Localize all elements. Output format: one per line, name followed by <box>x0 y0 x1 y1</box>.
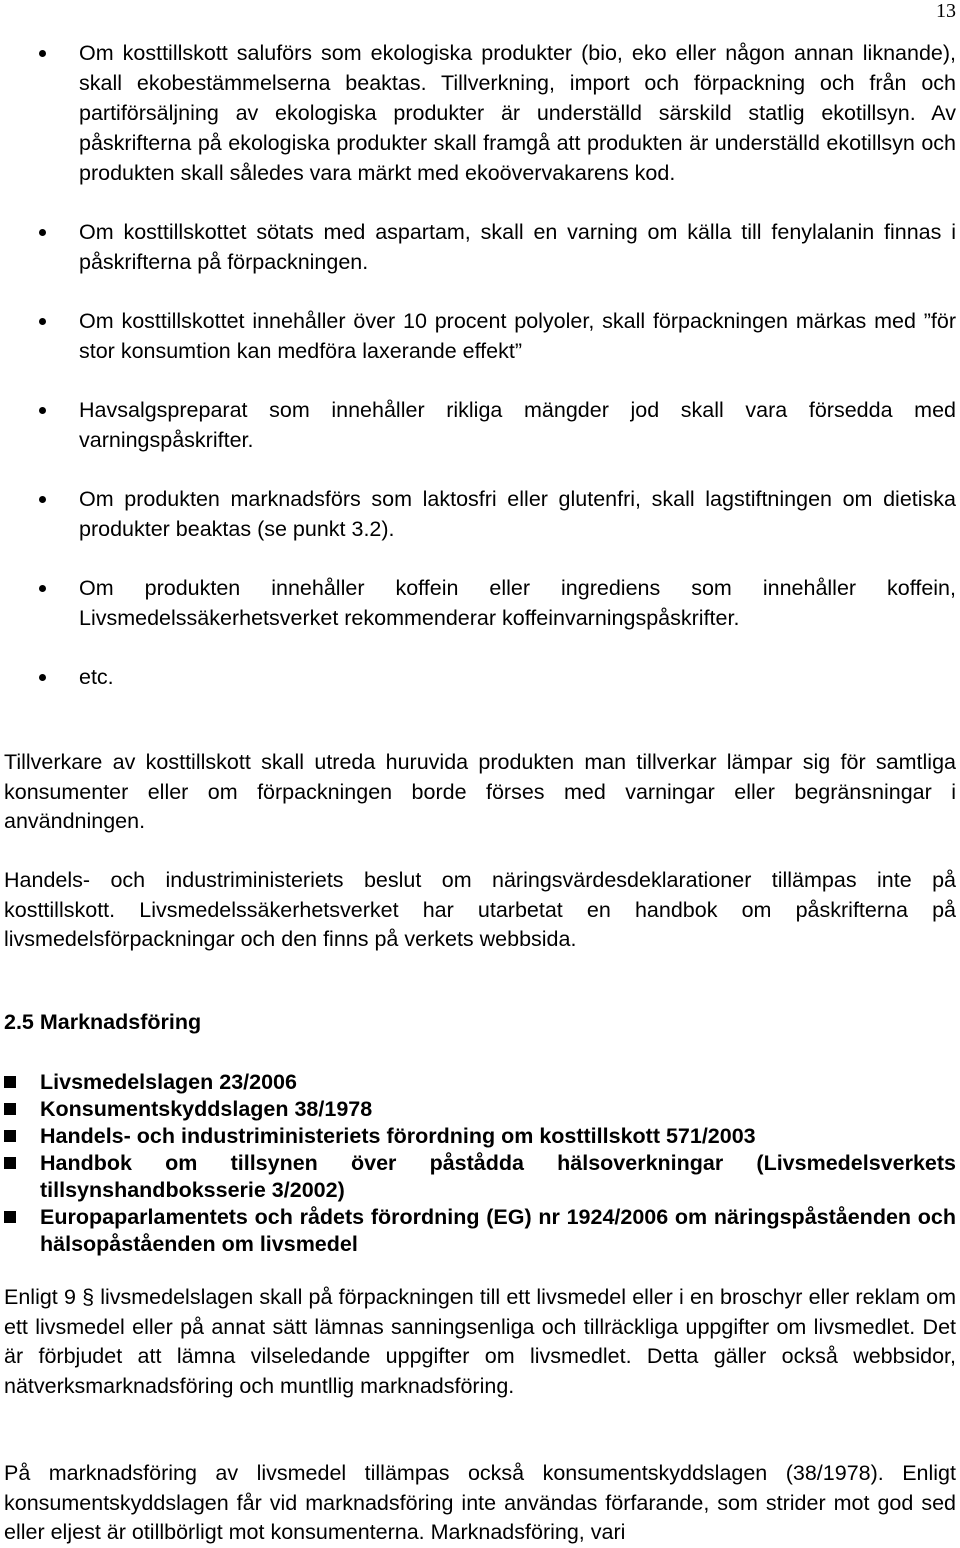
bullet-dot-icon <box>39 229 46 236</box>
legislation-item <box>0 1204 960 1258</box>
requirements-bullet-list <box>0 38 960 692</box>
bullet-item <box>0 662 960 692</box>
paragraph: På marknadsföring av livsmedel tillämpas också konsumentskyddslagen (38/1978). Enligt konsumentskyddslagen får vid marknadsföring inte användas förfarande, som strider mot god sed eller eljest är otillbörligt mot konsumenterna. Marknadsföring, vari <box>4 1461 956 1544</box>
bullet-item <box>0 484 960 544</box>
square-bullet-icon <box>4 1103 16 1115</box>
bullet-text: Havsalgspreparat som innehåller rikliga mängder jod skall vara försedda med varningspåskrifter. <box>79 398 956 452</box>
legislation-list <box>0 1069 960 1258</box>
legislation-text: Konsumentskyddslagen 38/1978 <box>40 1097 373 1121</box>
bullet-dot-icon <box>39 674 46 681</box>
page-number: 13 <box>936 0 956 22</box>
bullet-text: Om kosttillskottet sötats med aspartam, skall en varning om källa till fenylalanin finnas i påskrifterna på förpackningen. <box>79 220 956 274</box>
bullet-item <box>0 217 960 277</box>
legislation-item <box>0 1069 960 1096</box>
bullet-text: Om kosttillskottet innehåller över 10 procent polyoler, skall förpackningen märkas med ”för stor konsumtion kan medföra laxerande effekt” <box>79 309 956 363</box>
square-bullet-icon <box>4 1076 16 1088</box>
bullet-dot-icon <box>39 407 46 414</box>
bullet-item <box>0 573 960 633</box>
square-bullet-icon <box>4 1130 16 1142</box>
legislation-item <box>0 1150 960 1204</box>
legislation-text: Livsmedelslagen 23/2006 <box>40 1070 297 1094</box>
bullet-text: Om produkten marknadsförs som laktosfri eller glutenfri, skall lagstiftningen om dietiska produkter beaktas (se punkt 3.2). <box>79 487 956 541</box>
bullet-text: Om produkten innehåller koffein eller ingrediens som innehåller koffein, Livsmedelssäkerhetsverket rekommenderar koffeinvarningspåskrifter. <box>79 576 956 630</box>
bullet-item <box>0 38 960 188</box>
section-heading: 2.5 Marknadsföring <box>4 1010 202 1034</box>
bullet-item <box>0 395 960 455</box>
bullet-dot-icon <box>39 585 46 592</box>
bullet-dot-icon <box>39 318 46 325</box>
bullet-dot-icon <box>39 496 46 503</box>
legislation-item <box>0 1123 960 1150</box>
legislation-text: Europaparlamentets och rådets förordning (EG) nr 1924/2006 om näringspåståenden och hälsopåståenden om livsmedel <box>40 1205 956 1256</box>
paragraph: Enligt 9 § livsmedelslagen skall på förpackningen till ett livsmedel eller i en broschyr eller reklam om ett livsmedel eller på annat sätt lämnas sanningsenliga och tillräckliga uppgifter om livsmedlet. Det är förbjudet att lämna vilseledande uppgifter om livsmedlet. Detta gäller också webbsidor, nätverksmarknadsföring och muntllig marknadsföring. <box>4 1285 956 1398</box>
square-bullet-icon <box>4 1211 16 1223</box>
legislation-item <box>0 1096 960 1123</box>
legislation-text: Handbok om tillsynen över påstådda hälsoverkningar (Livsmedelsverkets tillsynshandboksserie 3/2002) <box>40 1151 956 1202</box>
bullet-item <box>0 306 960 366</box>
square-bullet-icon <box>4 1157 16 1169</box>
bullet-text: etc. <box>79 665 114 689</box>
bullet-text: Om kosttillskott saluförs som ekologiska produkter (bio, eko eller någon annan liknande), skall ekobestämmelserna beaktas. Tillverkning, import och förpackning och från och partiförsäljning av ekologiska produkter är underställd särskild statlig ekotillsyn. Av påskrifterna på ekologiska produkter skall framgå att produkten är underställd ekotillsyn och produkten skall således vara märkt med ekoövervakarens kod. <box>79 41 956 185</box>
legislation-text: Handels- och industriministeriets förordning om kosttillskott 571/2003 <box>40 1124 756 1148</box>
bullet-dot-icon <box>39 50 46 57</box>
paragraph: Handels- och industriministeriets beslut om näringsvärdesdeklarationer tillämpas inte på kosttillskott. Livsmedelssäkerhetsverket har utarbetat en handbok om påskrifterna på livsmedelsförpackningar och den finns på verkets webbsida. <box>4 868 956 951</box>
paragraph: Tillverkare av kosttillskott skall utreda huruvida produkten man tillverkar lämpar sig för samtliga konsumenter eller om förpackningen borde förses med varningar eller begränsningar i användningen. <box>4 750 956 833</box>
